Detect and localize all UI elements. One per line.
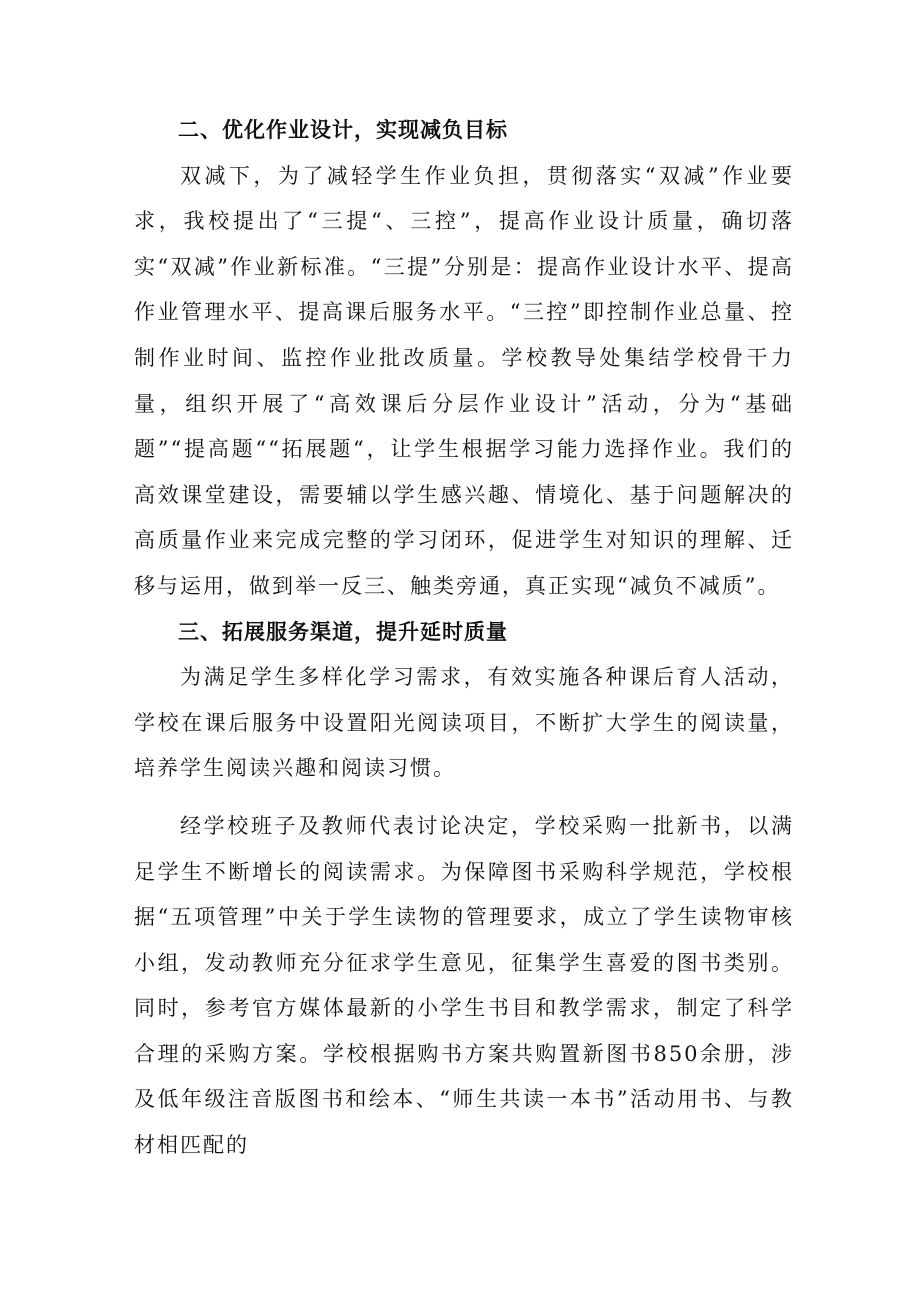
section-heading-optimize-homework: 二、优化作业设计，实现减负目标 — [178, 118, 508, 142]
document-body — [134, 108, 794, 1169]
paragraph-book-purchase: 经学校班子及教师代表讨论决定，学校采购一批新书，以满足学生不断增长的阅读需求。为保障图书采购科学规范，学校根据“五项管理”中关于学生读物的管理要求，成立了学生读物审核小组，发动教师充分征求学生意见，征集学生喜爱的图书类别。同时，参考官方媒体最新的小学生书目和教学需求，制定了科学合理的采购方案。学校根据购书方案共购置新图书850余册，涉及低年级注音版图书和绘本、“师生共读一本书”活动用书、与教材相匹配的 — [134, 813, 794, 1158]
paragraph-spacer — [134, 792, 794, 804]
paragraph-reading-project: 为满足学生多样化学习需求，有效实施各种课后育人活动，学校在课后服务中设置阳光阅读项目，不断扩大学生的阅读量，培养学生阅读兴趣和阅读习惯。 — [134, 665, 794, 781]
paragraph-double-reduction: 双减下，为了减轻学生作业负担，贯彻落实“双减”作业要求，我校提出了“三提“、三控”，提高作业设计质量，确切落实“双减”作业新标准。“三提”分别是：提高作业设计水平、提高作业管理水平、提高课后服务水平。“三控”即控制作业总量、控制作业时间、监控作业批改质量。学校教导处集结学校骨干力量，组织开展了“高效课后分层作业设计”活动，分为“基础题”“提高题““拓展题“，让学生根据学习能力选择作业。我们的高效课堂建设，需要辅以学生感兴趣、情境化、基于问题解决的高质量作业来完成完整的学习闭环，促进学生对知识的理解、迁移与运用，做到举一反三、触类旁通，真正实现“减负不减质”。 — [134, 163, 794, 598]
section-heading-expand-services: 三、拓展服务渠道，提升延时质量 — [178, 619, 508, 644]
